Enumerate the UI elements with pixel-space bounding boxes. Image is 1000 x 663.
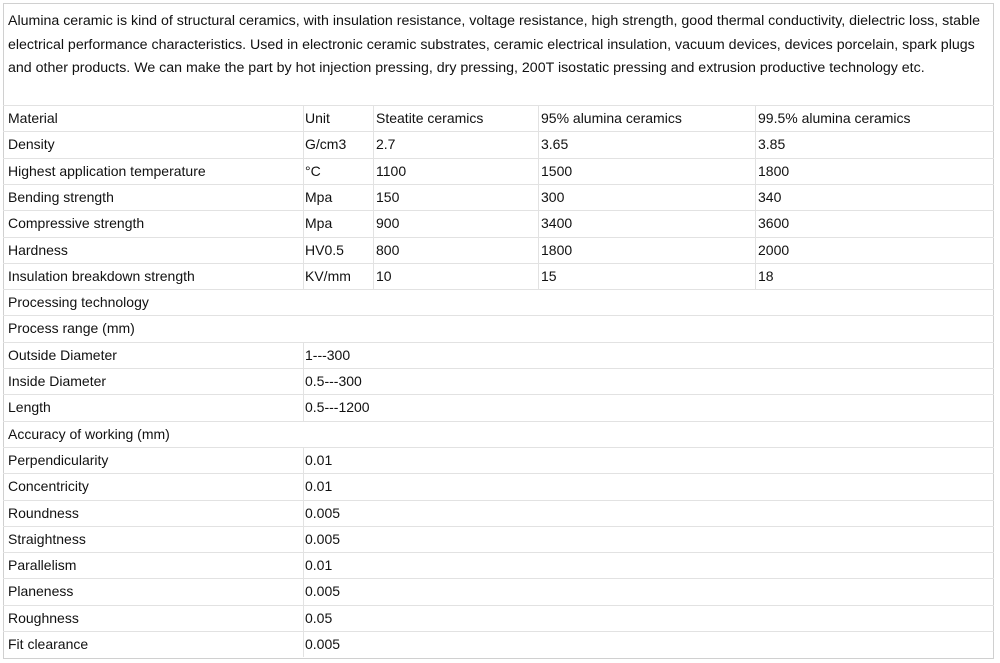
section-heading: Accuracy of working (mm): [8, 426, 170, 442]
row-divider: [3, 289, 994, 290]
table-cell: 1---300: [305, 347, 351, 363]
table-cell: 900: [376, 215, 400, 231]
section-heading: Process range (mm): [8, 320, 135, 336]
table-cell: Concentricity: [8, 478, 89, 494]
row-divider: [3, 131, 994, 132]
table-cell: Density: [8, 136, 55, 152]
table-cell: Bending strength: [8, 189, 114, 205]
table-cell: KV/mm: [305, 268, 351, 284]
table-cell: 0.005: [305, 636, 341, 652]
table-cell: 800: [376, 242, 400, 258]
table-cell: Compressive strength: [8, 215, 145, 231]
table-cell: 0.01: [305, 452, 333, 468]
row-divider: [3, 526, 994, 527]
table-cell: 15: [541, 268, 557, 284]
table-cell: 2.7: [376, 136, 396, 152]
table-cell: Perpendicularity: [8, 452, 109, 468]
table-header-cell: 95% alumina ceramics: [541, 110, 682, 126]
row-divider: [3, 605, 994, 606]
section-heading: Processing technology: [8, 294, 149, 310]
table-cell: Fit clearance: [8, 636, 89, 652]
table-cell: 1100: [376, 163, 407, 179]
column-divider: [303, 105, 304, 289]
row-divider: [3, 342, 994, 343]
table-cell: 1800: [541, 242, 573, 258]
table-cell: G/cm3: [305, 136, 347, 152]
table-cell: 0.5---300: [305, 373, 362, 389]
table-cell: 3600: [758, 215, 790, 231]
row-divider: [3, 447, 994, 448]
column-divider: [303, 447, 304, 657]
table-cell: 3.85: [758, 136, 786, 152]
table-cell: 1500: [541, 163, 573, 179]
table-cell: 0.005: [305, 505, 341, 521]
column-divider: [303, 342, 304, 421]
table-cell: Hardness: [8, 242, 68, 258]
row-divider: [3, 552, 994, 553]
row-divider: [3, 315, 994, 316]
table-header-cell: 99.5% alumina ceramics: [758, 110, 911, 126]
column-divider: [538, 105, 539, 289]
table-cell: 3.65: [541, 136, 569, 152]
row-divider: [3, 184, 994, 185]
table-cell: Inside Diameter: [8, 373, 107, 389]
table-cell: 1800: [758, 163, 790, 179]
table-cell: 0.05: [305, 610, 333, 626]
table-header-cell: Material: [8, 110, 58, 126]
table-cell: Mpa: [305, 189, 333, 205]
table-header-cell: Unit: [305, 110, 330, 126]
table-cell: 3400: [541, 215, 573, 231]
table-cell: Planeness: [8, 583, 74, 599]
row-divider: [3, 500, 994, 501]
table-header-cell: Steatite ceramics: [376, 110, 484, 126]
table-cell: Roundness: [8, 505, 79, 521]
table-cell: 0.01: [305, 478, 333, 494]
table-cell: Roughness: [8, 610, 79, 626]
table-cell: 150: [376, 189, 400, 205]
column-divider: [755, 105, 756, 289]
column-divider: [373, 105, 374, 289]
table-cell: Highest application temperature: [8, 163, 206, 179]
table-cell: °C: [305, 163, 321, 179]
row-divider: [3, 578, 994, 579]
table-cell: 10: [376, 268, 392, 284]
content-frame: [3, 3, 994, 659]
table-cell: 340: [758, 189, 782, 205]
table-cell: Straightness: [8, 531, 86, 547]
table-cell: Mpa: [305, 215, 333, 231]
table-cell: Parallelism: [8, 557, 77, 573]
row-divider: [3, 631, 994, 632]
table-cell: 0.5---1200: [305, 399, 370, 415]
row-divider: [3, 394, 994, 395]
table-cell: 0.01: [305, 557, 333, 573]
table-cell: 2000: [758, 242, 790, 258]
table-cell: Outside Diameter: [8, 347, 117, 363]
table-cell: Length: [8, 399, 51, 415]
table-cell: 0.005: [305, 531, 341, 547]
table-cell: 300: [541, 189, 565, 205]
table-cell: 0.005: [305, 583, 341, 599]
row-divider: [3, 473, 994, 474]
row-divider: [3, 210, 994, 211]
row-divider: [3, 237, 994, 238]
table-cell: Insulation breakdown strength: [8, 268, 195, 284]
table-cell: 18: [758, 268, 774, 284]
table-cell: HV0.5: [305, 242, 344, 258]
intro-paragraph: Alumina ceramic is kind of structural ceramics, with insulation resistance, voltage resistance, high strength, good thermal conductivity, dielectric loss, stable electrical performance characteristics. Used in electronic ceramic substrates, ceramic electrical insulation, vacuum devices, devices porcelain, spark plugs and other products. We can make the part by hot injection pressing, dry pressing, 200T isostatic pressing and extrusion productive technology etc.: [8, 13, 981, 76]
row-divider: [3, 368, 994, 369]
